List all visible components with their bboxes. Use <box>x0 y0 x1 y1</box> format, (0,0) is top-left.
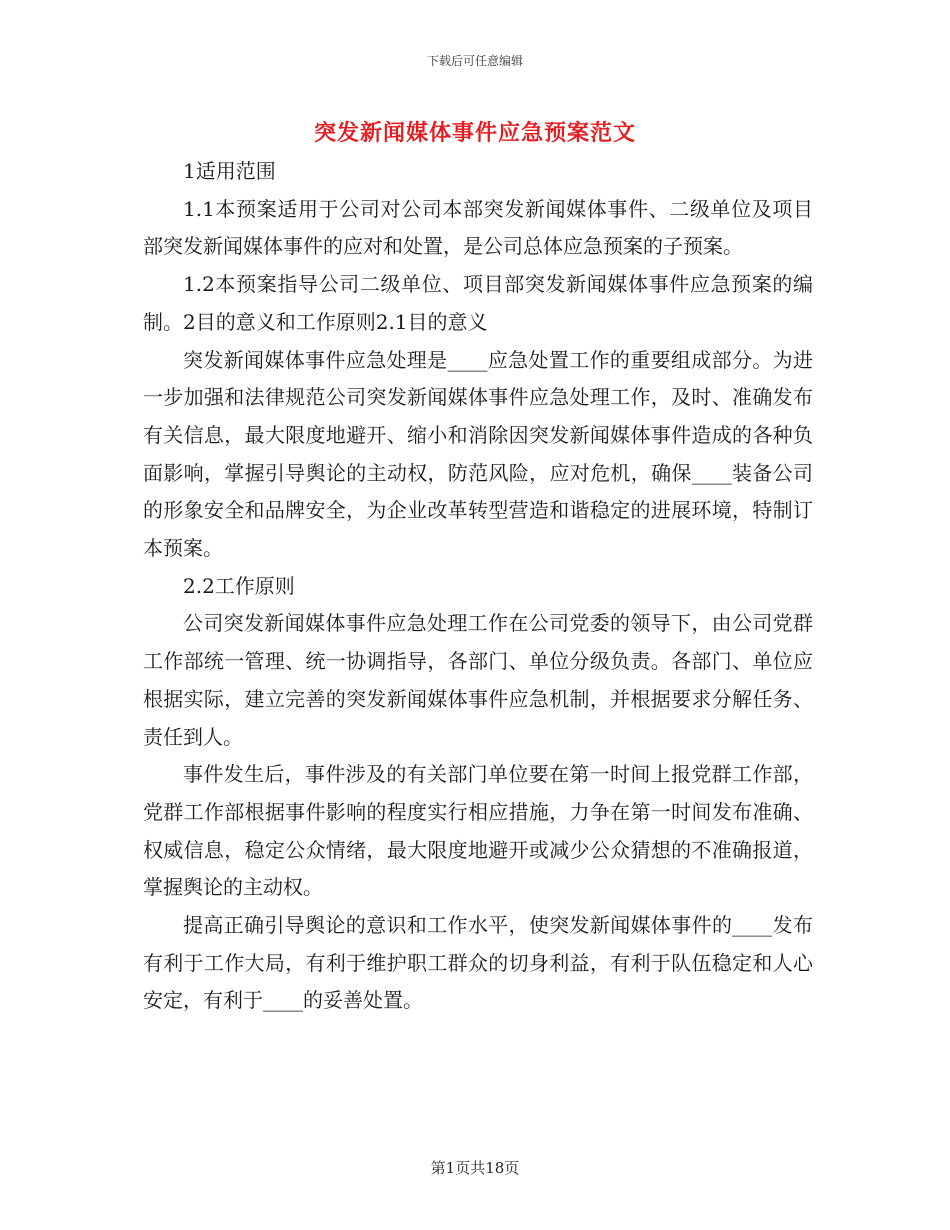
paragraph: 1.1本预案适用于公司对公司本部突发新闻媒体事件、二级单位及项目部突发新闻媒体事件的应对和处置，是公司总体应急预案的子预案。 <box>143 196 813 259</box>
paragraph: 事件发生后，事件涉及的有关部门单位要在第一时间上报党群工作部，党群工作部根据事件影响的程度实行相应措施，力争在第一时间发布准确、权威信息，稳定公众情绪，最大限度地避开或减少公众猜想的不准确报道，掌握舆论的主动权。 <box>143 762 813 900</box>
document-title: 突发新闻媒体事件应急预案范文 <box>313 120 636 146</box>
paragraph: 1.2本预案指导公司二级单位、项目部突发新闻媒体事件应急预案的编制。2目的意义和工作原则2.1目的意义 <box>143 272 813 334</box>
paragraph: 1适用范围 <box>183 159 276 183</box>
header-note: 下载后可任意编辑 <box>426 54 523 68</box>
page-footer: 第1页共18页 <box>430 1159 520 1177</box>
document-body <box>143 153 813 1020</box>
paragraph: 提高正确引导舆论的意识和工作水平，使突发新闻媒体事件的____发布有利于工作大局，有利于维护职工群众的切身利益，有利于队伍稳定和人心安定，有利于____的妥善处置。 <box>143 913 813 1013</box>
paragraph: 突发新闻媒体事件应急处理是____应急处置工作的重要组成部分。为进一步加强和法律规范公司突发新闻媒体事件应急处理工作，及时、准确发布有关信息，最大限度地避开、缩小和消除因突发新闻媒体事件造成的各种负面影响，掌握引导舆论的主动权，防范风险，应对危机，确保____装备公司的形象安全和品牌安全，为企业改革转型营造和谐稳定的进展环境，特制订本预案。 <box>143 347 813 561</box>
paragraph: 2.2工作原则 <box>183 573 295 598</box>
paragraph: 公司突发新闻媒体事件应急处理工作在公司党委的领导下，由公司党群工作部统一管理、统一协调指导，各部门、单位分级负责。各部门、单位应根据实际，建立完善的突发新闻媒体事件应急机制，并根据要求分解任务、责任到人。 <box>143 611 813 749</box>
